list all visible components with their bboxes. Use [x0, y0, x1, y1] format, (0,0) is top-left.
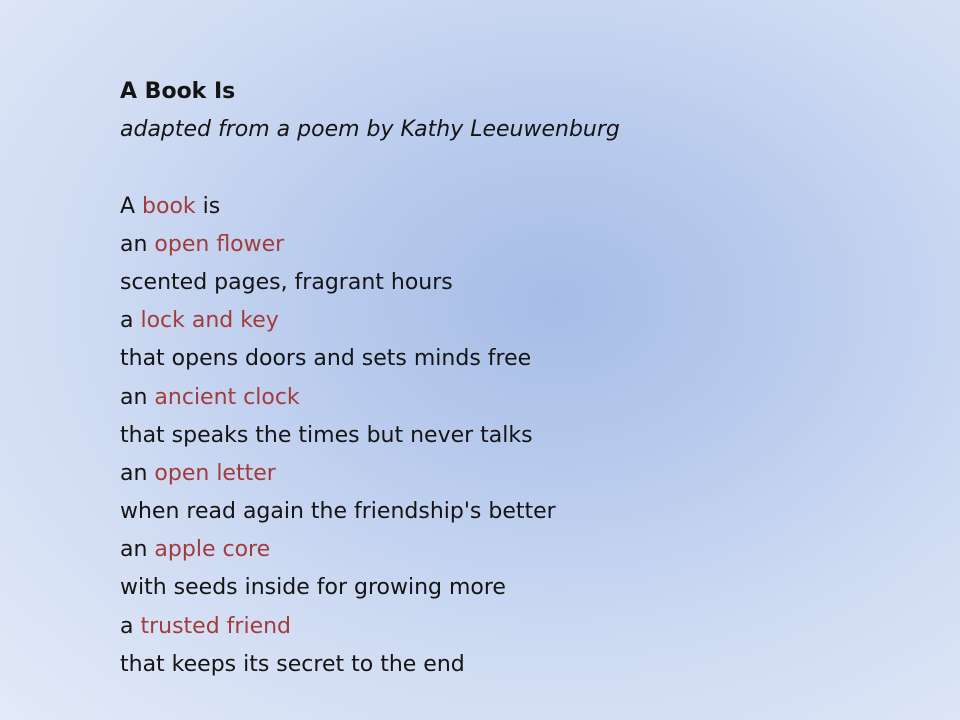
poem-line [120, 264, 920, 302]
poem-title: A Book Is [120, 79, 236, 104]
poem-line [120, 379, 920, 417]
poem-line [120, 493, 920, 531]
poem-line [120, 608, 920, 646]
poem-line [120, 226, 920, 264]
line-text: that opens doors and sets minds free [120, 346, 532, 372]
line-text: that keeps its secret to the end [120, 651, 465, 677]
line-text: an [120, 384, 155, 410]
line-text: scented pages, fragrant hours [120, 269, 453, 295]
poem-line [120, 455, 920, 493]
poem-line [120, 531, 920, 569]
line-highlight: apple core [154, 537, 271, 563]
line-text: an [120, 460, 155, 486]
line-text: a [120, 613, 141, 639]
line-highlight: ancient clock [154, 384, 300, 410]
line-text: an [120, 537, 155, 563]
poem-line [120, 646, 920, 684]
poem-block [120, 73, 920, 684]
line-highlight: open flower [154, 231, 285, 257]
stanza-spacer [120, 149, 920, 187]
line-text: when read again the friendship's better [120, 499, 556, 525]
poem-subtitle: adapted from a poem by Kathy Leeuwenburg [120, 117, 620, 143]
poem-line [120, 569, 920, 607]
line-text: with seeds inside for growing more [120, 575, 506, 601]
line-highlight: trusted friend [140, 613, 292, 639]
poem-line [120, 302, 920, 340]
line-highlight: book [142, 193, 196, 219]
poem-line [120, 417, 920, 455]
line-text: A [120, 193, 143, 219]
line-text-after: is [195, 193, 221, 219]
poem-lines [120, 188, 920, 684]
line-highlight: open letter [154, 460, 276, 486]
poem-line [120, 188, 920, 226]
line-text: that speaks the times but never talks [120, 422, 533, 448]
line-text: an [120, 231, 155, 257]
line-text: a [120, 308, 141, 334]
poem-line [120, 340, 920, 378]
line-highlight: lock and key [140, 308, 279, 334]
